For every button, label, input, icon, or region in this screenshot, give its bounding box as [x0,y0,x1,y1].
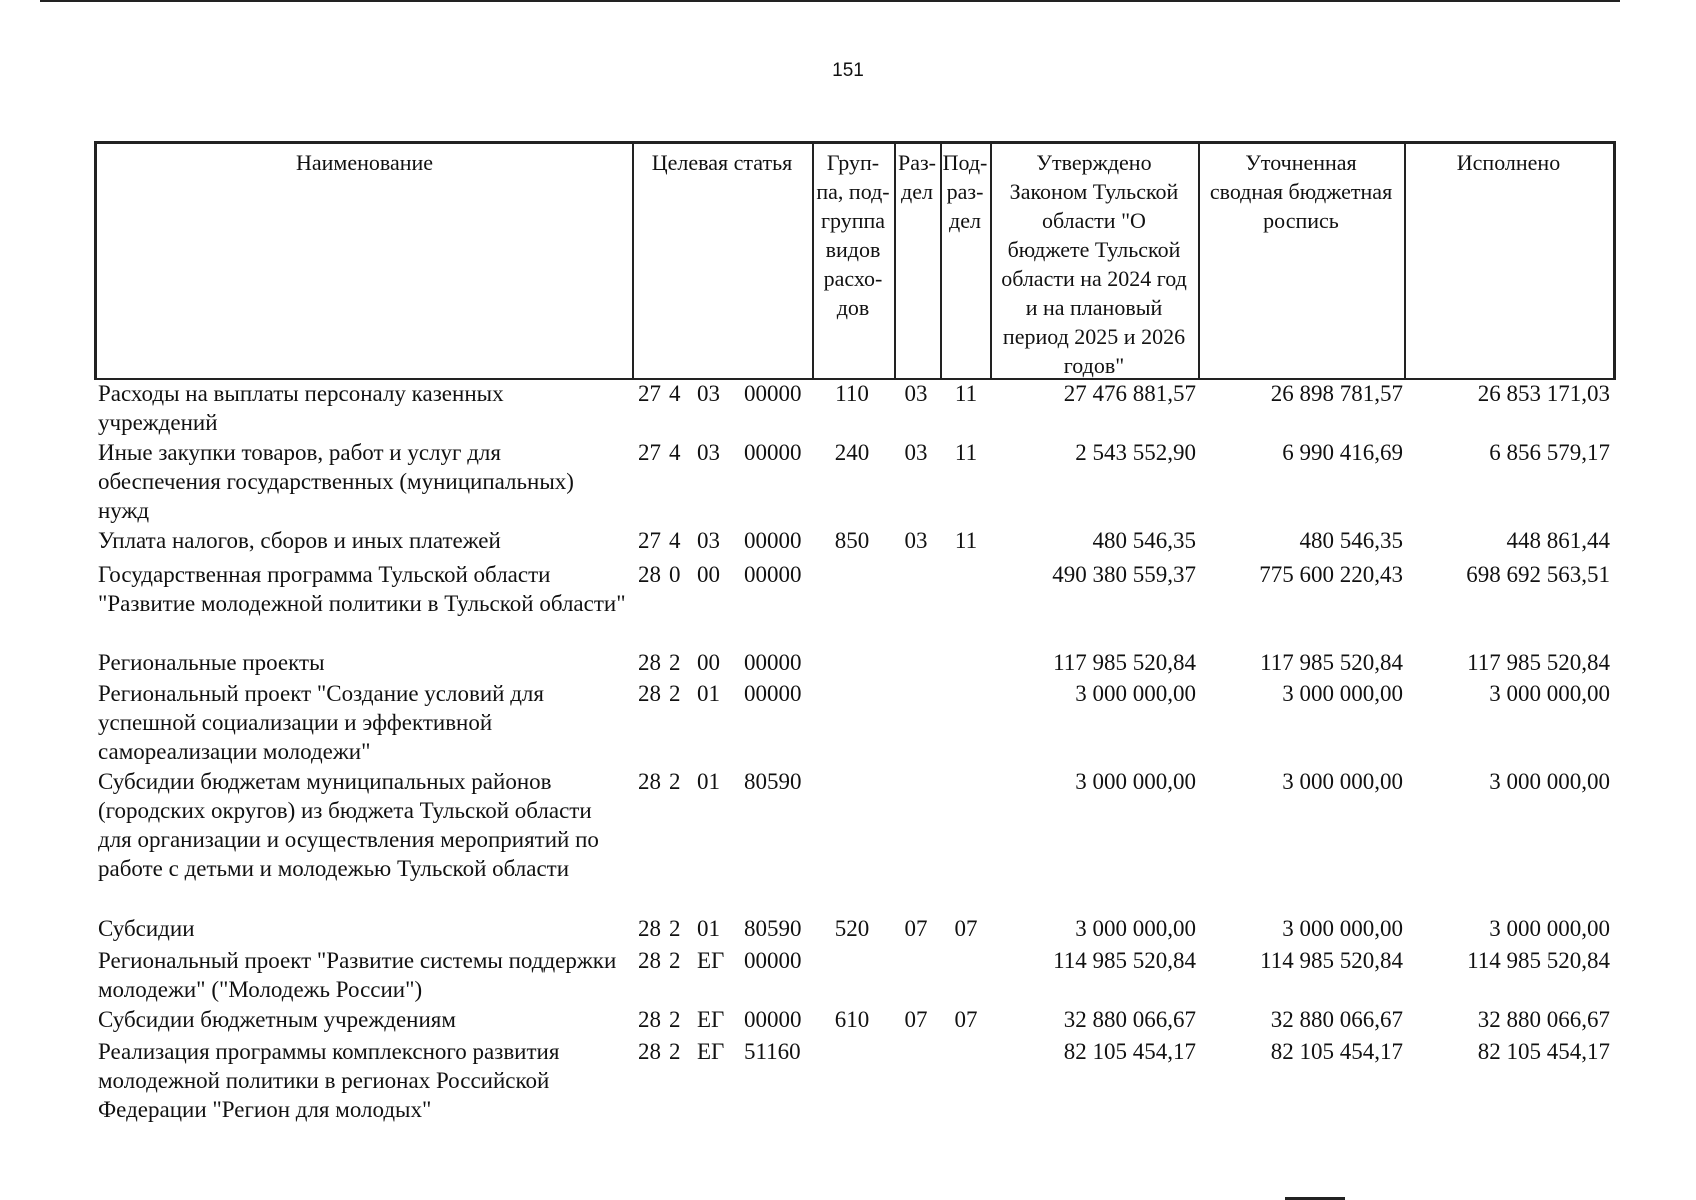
row-executed: 448 861,44 [1506,528,1610,553]
row-approved: 2 543 552,90 [1075,440,1196,465]
row-revised: 480 546,35 [1299,528,1403,553]
header-group: Груп- па, под- группа видов расхо- дов [812,141,896,380]
row-section: 07 [904,1007,928,1032]
row-name: Региональный проект "Развитие системы поддержки молодежи" ("Молодежь России") [98,948,617,1002]
row-subsection: 11 [954,440,978,465]
row-approved: 27 476 881,57 [1063,381,1196,406]
row-name: Субсидии [98,916,195,941]
row-revised: 3 000 000,00 [1282,769,1403,794]
row-executed: 32 880 066,67 [1477,1007,1610,1032]
row-revised: 775 600 220,43 [1259,562,1403,587]
row-name: Региональные проекты [98,650,325,675]
row-name: Расходы на выплаты персоналу казенных учреждений [98,381,504,435]
row-revised: 32 880 066,67 [1270,1007,1403,1032]
row-section: 03 [904,440,928,465]
header-name: Наименование [94,141,634,380]
row-revised: 117 985 520,84 [1260,650,1403,675]
row-executed: 26 853 171,03 [1477,381,1610,406]
header-section: Раз- дел [894,141,942,380]
row-revised: 6 990 416,69 [1282,440,1403,465]
row-name: Государственная программа Тульской области "Развитие молодежной политики в Тульской области" [98,562,626,616]
row-subsection: 11 [954,528,978,553]
row-executed: 3 000 000,00 [1489,769,1610,794]
row-group: 850 [834,528,870,553]
row-approved: 114 985 520,84 [1053,948,1196,973]
row-group: 520 [834,916,870,941]
header-approved: Утверждено Законом Тульской области "О бюджете Тульской области на 2024 год и на плановый период 2025 и 2026 годов" [990,141,1200,380]
row-executed: 3 000 000,00 [1489,681,1610,706]
header-subsection: Под- раз- дел [940,141,992,380]
row-group: 610 [834,1007,870,1032]
row-revised: 82 105 454,17 [1270,1039,1403,1064]
row-approved: 3 000 000,00 [1075,916,1196,941]
row-subsection: 07 [954,916,978,941]
row-executed: 117 985 520,84 [1467,650,1610,675]
row-section: 03 [904,381,928,406]
row-approved: 32 880 066,67 [1063,1007,1196,1032]
row-revised: 26 898 781,57 [1270,381,1403,406]
row-executed: 3 000 000,00 [1489,916,1610,941]
row-name: Субсидии бюджетам муниципальных районов (городских округов) из бюджета Тульской области для организации и осуществления мероприятий по работе с детьми и молодежью Тульской области [98,769,599,881]
row-section: 07 [904,916,928,941]
row-subsection: 07 [954,1007,978,1032]
row-approved: 3 000 000,00 [1075,681,1196,706]
row-approved: 490 380 559,37 [1052,562,1196,587]
row-revised: 114 985 520,84 [1260,948,1403,973]
row-executed: 6 856 579,17 [1489,440,1610,465]
header-target-article: Целевая статья [632,141,814,380]
page-number: 151 [832,60,864,81]
row-name: Уплата налогов, сборов и иных платежей [98,528,501,553]
row-executed: 82 105 454,17 [1477,1039,1610,1064]
header-revised: Уточненная сводная бюджетная роспись [1198,141,1406,380]
row-name: Субсидии бюджетным учреждениям [98,1007,456,1032]
row-executed: 114 985 520,84 [1467,948,1610,973]
row-name: Реализация программы комплексного развития молодежной политики в регионах Российской Федерации "Регион для молодых" [98,1039,560,1122]
row-subsection: 11 [954,381,978,406]
row-revised: 3 000 000,00 [1282,681,1403,706]
top-rule [40,0,1620,2]
row-approved: 480 546,35 [1092,528,1196,553]
row-name: Иные закупки товаров, работ и услуг для обеспечения государственных (муниципальных) нужд [98,440,574,523]
row-approved: 117 985 520,84 [1053,650,1196,675]
row-group: 240 [834,440,870,465]
row-name: Региональный проект "Создание условий для успешной социализации и эффективной самореализации молодежи" [98,681,544,764]
row-executed: 698 692 563,51 [1466,562,1610,587]
header-executed: Исполнено [1404,141,1616,380]
row-approved: 82 105 454,17 [1063,1039,1196,1064]
row-revised: 3 000 000,00 [1282,916,1403,941]
row-approved: 3 000 000,00 [1075,769,1196,794]
row-group: 110 [835,381,869,406]
row-section: 03 [904,528,928,553]
